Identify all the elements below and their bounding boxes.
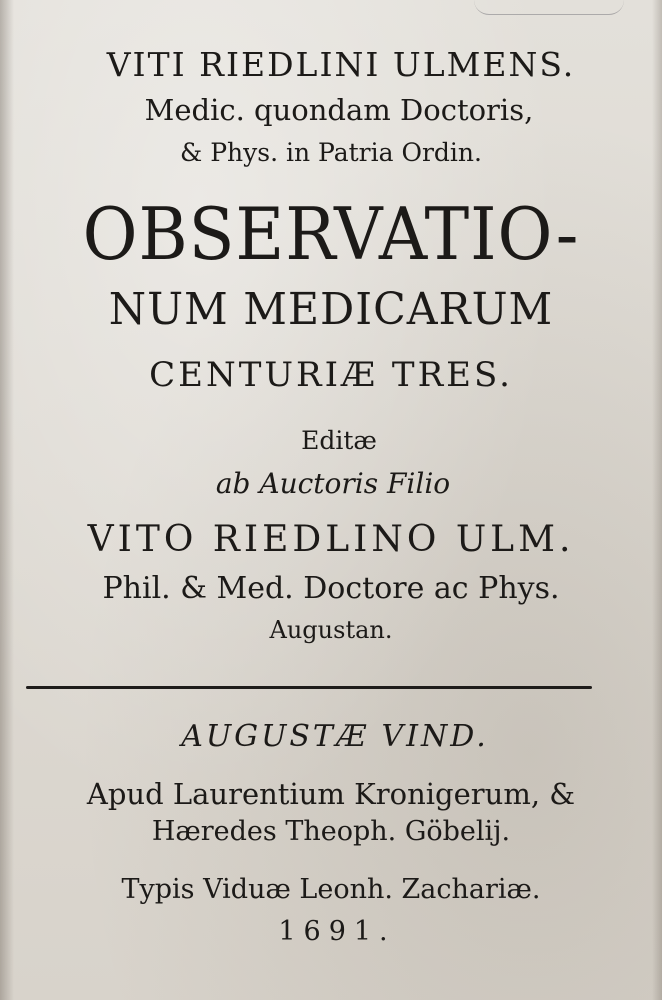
main-title-line-3: CENTURIÆ TRES.	[149, 355, 513, 395]
main-title-line-1: OBSERVATIO-	[82, 192, 580, 276]
edited-label: Editæ	[301, 426, 377, 455]
imprint-printer: Typis Viduæ Leonh. Zachariæ.	[121, 874, 541, 905]
imprint-year: 1691.	[278, 916, 396, 947]
author-title-line-2: & Phys. in Patria Ordin.	[180, 138, 482, 167]
top-edge-mark	[474, 0, 624, 15]
editor-title: Phil. & Med. Doctore ac Phys.	[102, 571, 560, 606]
imprint-publisher-line-2: Hæredes Theoph. Göbelij.	[151, 816, 511, 847]
author-title-line-1: Medic. quondam Doctoris,	[144, 93, 534, 127]
main-title-line-2: NUM MEDICARUM	[108, 284, 554, 335]
author-line: VITI RIEDLINI ULMENS.	[106, 45, 576, 84]
editor-city: Augustan.	[269, 616, 393, 644]
edited-by-line: ab Auctoris Filio	[215, 467, 451, 500]
editor-name: VITO RIEDLINO ULM.	[87, 519, 575, 560]
horizontal-rule-divider	[26, 686, 592, 689]
imprint-place: AUGUSTÆ VIND.	[181, 719, 489, 754]
imprint-publisher-line-1: Apud Laurentium Kronigerum, &	[86, 777, 576, 811]
